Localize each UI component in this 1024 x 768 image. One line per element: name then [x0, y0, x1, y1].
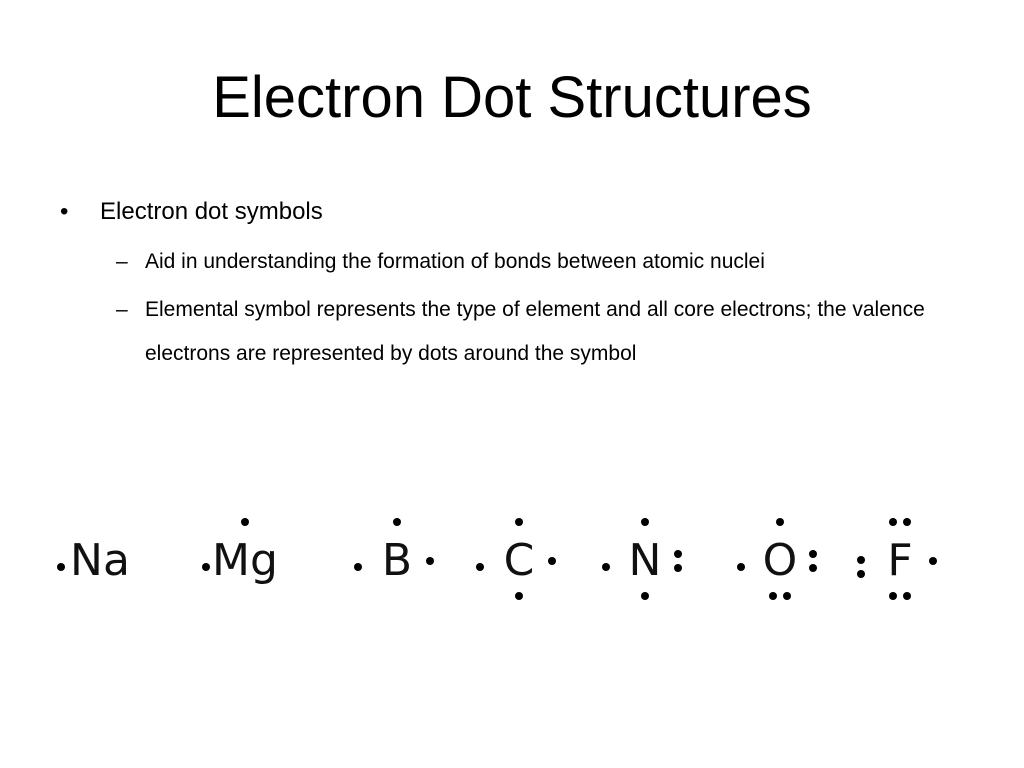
valence-electron-dot: [393, 518, 401, 526]
valence-electron-dot: [889, 592, 897, 600]
sub-bullet-item: [60, 240, 980, 284]
element-symbol: Mg: [212, 535, 278, 586]
dot-symbol-na: [55, 510, 145, 610]
valence-electron-dot: [548, 557, 556, 565]
valence-electron-dot: [674, 550, 682, 558]
dot-symbol-c: [474, 510, 564, 610]
sub-bullet-text: Aid in understanding the formation of bonds between atomic nuclei: [145, 250, 765, 273]
valence-electron-dot: [769, 592, 777, 600]
valence-electron-dot: [903, 592, 911, 600]
sub-bullet-marker: –: [116, 250, 128, 273]
bullet-marker: •: [60, 198, 69, 225]
dot-symbol-mg: [200, 510, 290, 610]
valence-electron-dot: [929, 557, 937, 565]
element-symbol: F: [887, 535, 913, 586]
valence-electron-dot: [857, 556, 865, 564]
valence-electron-dot: [515, 592, 523, 600]
valence-electron-dot: [641, 518, 649, 526]
valence-electron-dot: [202, 563, 210, 571]
slide-title: Electron Dot Structures: [212, 65, 812, 130]
bullet-item: [60, 196, 980, 228]
valence-electron-dot: [903, 518, 911, 526]
valence-electron-dot: [889, 518, 897, 526]
dot-symbol-o: [735, 510, 825, 610]
element-symbol: Na: [70, 535, 130, 586]
valence-electron-dot: [57, 563, 65, 571]
valence-electron-dot: [602, 563, 610, 571]
valence-electron-dot: [737, 563, 745, 571]
valence-electron-dot: [776, 518, 784, 526]
valence-electron-dot: [354, 563, 362, 571]
dot-symbol-f: [855, 510, 945, 610]
valence-electron-dot: [857, 570, 865, 578]
sub-bullet-marker: –: [116, 298, 128, 321]
valence-electron-dot: [426, 557, 434, 565]
valence-electron-dot: [809, 564, 817, 572]
valence-electron-dot: [641, 592, 649, 600]
valence-electron-dot: [783, 592, 791, 600]
bullet-text: Electron dot symbols: [100, 198, 323, 225]
electron-dot-diagrams: [0, 510, 1024, 620]
sub-bullet-item: [60, 288, 980, 376]
valence-electron-dot: [674, 564, 682, 572]
element-symbol: B: [381, 535, 413, 586]
valence-electron-dot: [515, 518, 523, 526]
element-symbol: C: [503, 535, 535, 586]
valence-electron-dot: [809, 550, 817, 558]
bullet-list: [60, 196, 980, 376]
element-symbol: N: [628, 535, 662, 586]
element-symbol: O: [762, 535, 798, 586]
sub-bullet-text: Elemental symbol represents the type of element and all core electrons; the valence electrons are represented by dots around the symbol: [145, 298, 925, 365]
dot-symbol-b: [352, 510, 442, 610]
dot-symbol-n: [600, 510, 690, 610]
valence-electron-dot: [241, 518, 249, 526]
valence-electron-dot: [476, 563, 484, 571]
